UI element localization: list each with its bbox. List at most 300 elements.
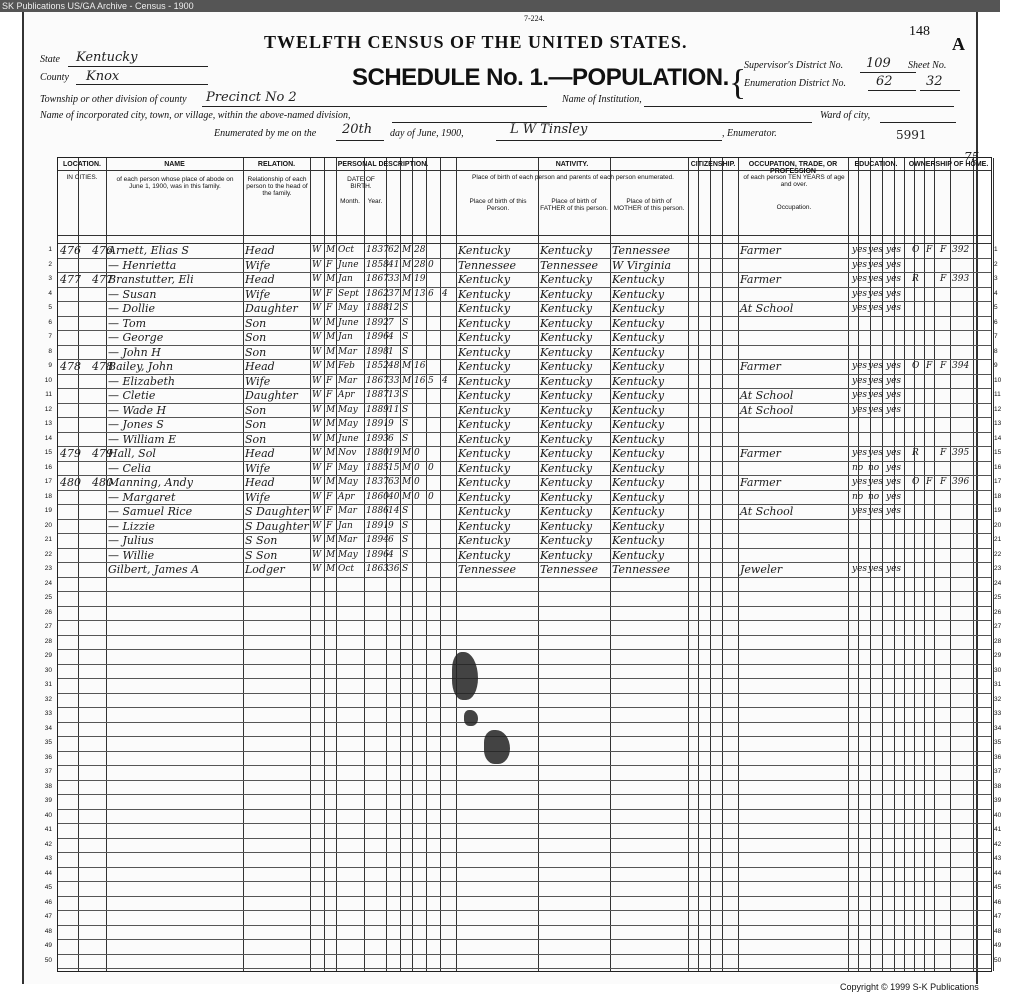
row-number: 34 (44, 724, 52, 732)
cell-relation: Wife (245, 490, 271, 504)
cell-color: W (312, 288, 322, 299)
cell-birth: Kentucky (458, 461, 511, 475)
cell-month: May (338, 303, 358, 313)
cell-write: yes (868, 361, 884, 371)
cell-years-married: 16 (414, 375, 426, 386)
cell-mother: Kentucky (612, 418, 665, 431)
enumeration-day: 20th (342, 122, 373, 137)
section-heading: EDUCATION. (854, 161, 898, 168)
ward-label: Ward of city, (820, 110, 871, 121)
row-number: 48 (994, 927, 1002, 935)
cell-read: yes (852, 564, 868, 574)
cell-english: yes (886, 259, 902, 270)
row-number: 37 (44, 768, 52, 775)
row-number: 23 (44, 565, 52, 572)
cell-year: 1889 (366, 404, 389, 415)
cell-month: May (338, 477, 358, 487)
row-number: 40 (994, 811, 1002, 819)
cell-sex: F (326, 390, 333, 400)
cell-month: June (338, 259, 359, 270)
row-number: 46 (44, 898, 52, 906)
cell-schedule: 396 (952, 477, 970, 487)
cell-age: 41 (388, 259, 400, 270)
cell-birth: Kentucky (458, 403, 511, 417)
cell-relation: Wife (245, 287, 271, 301)
row-number: 9 (48, 362, 52, 369)
supervisor-label: Supervisor's District No. (744, 60, 844, 71)
cell-age: 33 (388, 274, 400, 284)
cell-sex: F (326, 520, 333, 531)
cell-owned: O (912, 245, 920, 255)
cell-month: May (338, 404, 358, 415)
cell-marital: S (402, 332, 409, 342)
row-number: 41 (44, 826, 52, 833)
cell-mother: Kentucky (612, 461, 665, 475)
cell-name: — Jones S (108, 418, 164, 431)
cell-marital: M (402, 259, 412, 270)
cell-mother: Kentucky (612, 548, 665, 562)
cell-farm: F (940, 274, 947, 284)
cell-relation: Daughter (245, 302, 298, 315)
cell-relation: Son (245, 316, 267, 330)
cell-color: W (312, 317, 322, 328)
cell-read: yes (852, 390, 868, 400)
birth-mother-header: Place of birth of MOTHER of this person. (613, 198, 685, 212)
cell-month: Jan (338, 520, 353, 531)
cell-write: yes (868, 259, 884, 270)
institution-label: Name of Institution, (562, 94, 642, 105)
cell-month: Apr (338, 390, 355, 400)
cell-family: 476 (92, 244, 113, 257)
cell-years-married: 28 (414, 245, 426, 255)
cell-birth: Kentucky (458, 389, 511, 402)
cell-age: 62 (388, 245, 400, 255)
cell-sex: F (326, 462, 333, 473)
cell-father: Tennessee (540, 258, 598, 272)
cell-month: Jan (338, 332, 353, 342)
row-number: 32 (44, 695, 52, 703)
cell-living: 4 (442, 375, 448, 386)
row-number: 9 (994, 362, 998, 369)
cell-marital: S (402, 433, 409, 444)
cell-birth: Kentucky (458, 360, 511, 373)
cell-month: May (338, 462, 358, 473)
cell-name: — Tom (108, 316, 147, 330)
cell-birth: Kentucky (458, 548, 511, 562)
cell-sex: M (326, 346, 336, 357)
birth-father-header: Place of birth of FATHER of this person. (540, 198, 608, 212)
row-number: 47 (994, 913, 1002, 920)
cell-age: 14 (388, 506, 400, 516)
row-number: 8 (994, 347, 998, 355)
cell-age: 4 (388, 549, 394, 560)
cell-birth: Kentucky (458, 432, 511, 446)
row-number: 7 (48, 333, 52, 340)
cell-birth: Kentucky (458, 519, 511, 533)
cell-occupation: Farmer (740, 244, 781, 257)
cell-color: W (312, 375, 322, 386)
corner-mark: 75 (964, 150, 980, 164)
row-number: 41 (994, 826, 1002, 833)
row-number: 47 (44, 913, 52, 920)
cell-years-married: 19 (414, 274, 426, 284)
cell-sex: M (326, 419, 336, 429)
cell-name: — Julius (108, 534, 154, 547)
row-number: 1 (994, 246, 998, 253)
cell-sex: M (326, 274, 336, 284)
row-number: 39 (44, 797, 52, 804)
cell-mother: Kentucky (612, 403, 665, 417)
month-header: Month. (340, 198, 360, 205)
cell-relation: Head (245, 244, 275, 257)
cell-family: 477 (92, 273, 113, 286)
cell-mother: Kentucky (612, 432, 665, 446)
cell-year: 1887 (366, 390, 389, 400)
cell-write: yes (868, 288, 884, 299)
cell-living: 4 (442, 288, 448, 299)
cell-read: no (852, 491, 864, 502)
cell-mother: Tennessee (612, 563, 670, 576)
cell-color: W (312, 448, 322, 458)
cell-english: yes (886, 404, 902, 415)
cell-read: yes (852, 245, 868, 255)
township-label: Township or other division of county (40, 94, 187, 105)
cell-marital: S (402, 520, 409, 531)
enumerator-label: , Enumerator. (722, 128, 777, 139)
cell-occupation: Farmer (740, 447, 781, 460)
cell-sex: F (326, 491, 333, 502)
cell-free: F (926, 245, 933, 255)
row-number: 36 (44, 753, 52, 761)
row-number: 34 (994, 724, 1002, 732)
row-number: 44 (994, 869, 1002, 877)
cell-sex: F (326, 288, 333, 299)
cell-schedule: 393 (952, 274, 970, 284)
cell-read: yes (852, 303, 868, 313)
row-number: 17 (44, 478, 52, 485)
cell-free: F (926, 477, 933, 487)
cell-mother: Kentucky (612, 490, 665, 504)
cell-month: May (338, 419, 358, 429)
cell-color: W (312, 477, 322, 487)
row-number: 19 (994, 507, 1002, 514)
row-number: 46 (994, 898, 1002, 906)
cell-schedule: 394 (952, 361, 970, 371)
stamp-number: 5991 (896, 128, 927, 142)
cell-write: yes (868, 404, 884, 415)
occupation-header: Occupation. (776, 204, 812, 211)
cell-age: 4 (388, 332, 394, 342)
cell-year: 1858 (366, 259, 389, 270)
cell-color: W (312, 506, 322, 516)
cell-father: Kentucky (540, 534, 593, 547)
cell-read: yes (852, 375, 868, 386)
cell-name: — Wade H (108, 403, 167, 417)
row-number: 29 (994, 652, 1002, 659)
cell-name: Hall, Sol (108, 447, 156, 460)
cell-marital: S (402, 404, 409, 415)
row-number: 13 (994, 420, 1002, 427)
row-number: 13 (44, 420, 52, 427)
row-number: 27 (994, 623, 1002, 630)
page-letter: A (952, 34, 965, 54)
cell-color: W (312, 303, 322, 313)
cell-relation: Head (245, 273, 275, 286)
enumeration-label: Enumeration District No. (744, 78, 846, 89)
row-number: 15 (44, 449, 52, 456)
in-cities-header: IN CITIES. (66, 174, 98, 181)
cell-owned: R (912, 274, 919, 284)
row-number: 21 (994, 536, 1002, 543)
cell-english: yes (886, 448, 902, 458)
cell-english: yes (886, 288, 902, 299)
cell-owned: O (912, 361, 920, 371)
cell-father: Kentucky (540, 273, 593, 286)
cell-sex: M (326, 549, 336, 560)
row-number: 12 (44, 405, 52, 413)
cell-occupation: Farmer (740, 476, 781, 489)
cell-name: — Willie (108, 548, 155, 562)
cell-marital: S (402, 419, 409, 429)
cell-birth: Kentucky (458, 476, 511, 489)
cell-relation: Son (245, 432, 267, 446)
cell-marital: S (402, 390, 409, 400)
cell-year: 1888 (366, 303, 389, 313)
cell-year: 1867 (366, 375, 389, 386)
incorporated-label: Name of incorporated city, town, or village, within the above-named division, (40, 110, 351, 121)
cell-english: yes (886, 245, 902, 255)
cell-years-married: 13 (414, 288, 426, 299)
cell-color: W (312, 390, 322, 400)
row-number: 32 (994, 695, 1002, 703)
cell-name: Bailey, John (108, 360, 174, 373)
cell-mother: Kentucky (612, 360, 665, 373)
cell-marital: M (402, 361, 412, 371)
cell-owned: O (912, 477, 920, 487)
cell-month: Mar (338, 375, 357, 386)
cell-mother: Kentucky (612, 374, 665, 388)
cell-occupation: Farmer (740, 273, 781, 286)
cell-mother: Kentucky (612, 287, 665, 301)
cell-mother: Kentucky (612, 345, 665, 359)
cell-age: 7 (388, 317, 394, 328)
cell-father: Kentucky (540, 418, 593, 431)
cell-marital: M (402, 274, 412, 284)
enumeration-value: 62 (876, 74, 893, 89)
cell-sex: F (326, 303, 333, 313)
cell-children: 5 (428, 375, 434, 386)
cell-year: 1885 (366, 462, 389, 473)
row-number: 16 (44, 463, 52, 471)
cell-write: yes (868, 564, 884, 574)
cell-name: — George (108, 331, 164, 344)
cell-father: Tennessee (540, 563, 598, 576)
cell-color: W (312, 346, 322, 357)
cell-mother: Kentucky (612, 447, 665, 460)
cell-dwelling: 476 (60, 244, 81, 257)
cell-age: 19 (388, 448, 400, 458)
row-number: 3 (48, 275, 52, 282)
county-value: Knox (86, 69, 120, 84)
cell-read: yes (852, 288, 868, 299)
row-number: 28 (44, 637, 52, 645)
row-number: 10 (994, 376, 1002, 384)
cell-month: Oct (338, 564, 355, 574)
row-number: 30 (994, 666, 1002, 674)
row-number: 6 (994, 318, 998, 326)
cell-children: 6 (428, 288, 434, 299)
cell-sex: M (326, 317, 336, 328)
row-number: 29 (44, 652, 52, 659)
cell-mother: Kentucky (612, 273, 665, 286)
row-number: 36 (994, 753, 1002, 761)
cell-sex: F (326, 259, 333, 270)
cell-occupation: Jeweler (740, 563, 783, 576)
cell-color: W (312, 564, 322, 574)
cell-father: Kentucky (540, 389, 593, 402)
cell-sex: M (326, 404, 336, 415)
section-heading: NAME (164, 161, 185, 168)
cell-father: Kentucky (540, 476, 593, 489)
cell-write: no (868, 491, 880, 502)
cell-read: yes (852, 477, 868, 487)
cell-birth: Tennessee (458, 258, 516, 272)
cell-name: — Cletie (108, 389, 156, 402)
cell-birth: Kentucky (458, 287, 511, 301)
cell-name: — Lizzie (108, 519, 155, 533)
cell-mother: Kentucky (612, 505, 665, 518)
row-number: 50 (44, 956, 52, 964)
cell-name: Manning, Andy (108, 476, 193, 489)
birth-date-header: DATE OF BIRTH. (347, 176, 375, 190)
row-number: 24 (994, 579, 1002, 587)
cell-write: no (868, 462, 880, 473)
section-heading: PERSONAL DESCRIPTION. (337, 161, 429, 168)
row-number: 4 (994, 289, 998, 297)
cell-month: Oct (338, 245, 355, 255)
cell-month: Jan (338, 274, 353, 284)
row-number: 4 (48, 289, 52, 297)
row-number: 25 (994, 594, 1002, 601)
cell-father: Kentucky (540, 505, 593, 518)
cell-father: Kentucky (540, 360, 593, 373)
cell-write: yes (868, 375, 884, 386)
cell-age: 6 (388, 535, 394, 545)
row-number: 48 (44, 927, 52, 935)
section-heading: NATIVITY. (555, 161, 589, 168)
cell-children: 0 (428, 491, 434, 502)
cell-sex: M (326, 433, 336, 444)
cell-years-married: 0 (414, 448, 420, 458)
cell-relation: Head (245, 447, 275, 460)
row-number: 31 (44, 681, 52, 688)
cell-write: yes (868, 448, 884, 458)
cell-occupation: At School (740, 403, 794, 417)
cell-father: Kentucky (540, 287, 593, 301)
state-label: State (40, 54, 60, 65)
cell-marital: M (402, 448, 412, 458)
row-number: 17 (994, 478, 1002, 485)
cell-write: yes (868, 274, 884, 284)
cell-name: Arnett, Elias S (108, 244, 189, 257)
cell-color: W (312, 535, 322, 545)
row-number: 15 (994, 449, 1002, 456)
cell-years-married: 28 (414, 259, 426, 270)
cell-dwelling: 478 (60, 360, 81, 373)
row-number: 2 (48, 260, 52, 268)
cell-read: yes (852, 448, 868, 458)
cell-years-married: 0 (414, 477, 420, 487)
cell-read: yes (852, 506, 868, 516)
row-number: 14 (44, 434, 52, 442)
cell-read: yes (852, 259, 868, 270)
cell-write: yes (868, 506, 884, 516)
row-number: 30 (44, 666, 52, 674)
cell-marital: S (402, 535, 409, 545)
cell-year: 1892 (366, 317, 389, 328)
census-sheet: 7-224. TWELFTH CENSUS OF THE UNITED STATES. 148 A SCHEDULE No. 1.—POPULATION. State Kentucky County Knox Township or other division of county Precinct No 2 Name of Institution, Name of incorporated city, town, or village, within the above-named division, Ward of city, Enumerated by me on the 20th day of June, 1900, L W Tinsley , Enumerator. 5991 75 { Supervisor's District No. 109 Enumeration District No. 62 Sheet No. 32 LOCATION. NAME RELATION. PERSONAL DESCRIPTION. NATIVITY. CITIZENSHIP. OCCUPATION, TRADE, OR PROFESSION EDUCATION. OWNERSHIP OF HOME. IN CITIES. of each person whose place of abode on June 1, 1900, was in this family. Relationship of each person to the head of the family. DATE OF BIRTH. Month. Year. Place of birth of each person and parents of each person enumerated. Place of birth of this Person. Place of birth of FATHER of this person. Place of birth of MOTHER of this person. of each person TEN YEARS of age and over. Occupation. 1 1 2 2 3 3 4 4 5 5 6 6 7 7 8 8 9 9 10 10 11 11 12 12 13 13 14 14 15 15 16 16 17 17 18 18 19 19 20 20 21 21 22 22 23 23 24 24 25 25 26 26 27 27 28 28 29 29 30 30 31 31 32 32 33 33 34 34 35 35 36 36 37 37 38 38 39 39 40 40 41 41 42 42 43 43 44 44 45 45 46 46 47 47 48 48 49 49 50 50 476 476 Arnett, Elias S Head W M Oct 1837 62 M 28 Kentucky Kentucky Tennessee Farmer yes yes yes O F F 392 — Henrietta Wife W F June 1858 41 M 28 0 Tennessee Tennessee W Virginia yes yes yes 477 477 Branstutter, Eli Head W M Jan 1867 33 M 19 Kentucky Kentucky Kentucky Farmer yes yes yes R F 393 — Susan Wife W F Sept 1862 37 M 13 6 4 Kentucky Kentucky Kentucky yes yes yes — Dollie Daughter W F May 1888 12 S Kentucky Kentucky Kentucky At School yes yes yes — Tom Son W M June 1892 7 S Kentucky Kentucky Kentucky — George Son W M Jan 1896 4 S Kentucky Kentucky Kentucky — John H Son W M Mar 1898 1 S Kentucky Kentucky Kentucky 478 478 Bailey, John Head W M Feb 1852 48 M 16 Kentucky Kentucky Kentucky Farmer yes yes yes O F F 394 — Elizabeth Wife W F Mar 1867 33 M 16 5 4 Kentucky Kentucky Kentucky yes yes yes — Cletie Daughter W F Apr 1887 13 S Kentucky Kentucky Kentucky At School yes yes yes — Wade H Son W M May 1889 11 S Kentucky Kentucky Kentucky At School yes yes yes — Jones S Son W M May 1891 9 S Kentucky Kentucky Kentucky — William E Son W M June 1893 6 S Kentucky Kentucky Kentucky 479 479 Hall, Sol Head W M Nov 1880 19 M 0 Kentucky Kentucky Kentucky Farmer yes yes yes R F 395 — Celia Wife W F May 1885 15 M 0 0 Kentucky Kentucky Kentucky no no yes 480 480 Manning, Andy Head W M May 1837 63 M 0 Kentucky Kentucky Kentucky Farmer yes yes yes O F F 396 — Margaret Wife W F Apr 1860 40 M 0 0 Kentucky Kentucky Kentucky no no yes — Samuel Rice S Daughter W F Mar 1886 14 S Kentucky Kentucky Kentucky At School yes yes yes — Lizzie S Daughter W F Jan 1891 9 S Kentucky Kentucky Kentucky — Julius S Son W M Mar 1894 6 S Kentucky Kentucky Kentucky — Willie S Son W M May 1896 4 S Kentucky Kentucky Kentucky Gilbert, James A Lodger W M Oct 1863 36 S Tennessee Tennessee Tennessee Jeweler yes yes yes (22, 12, 978, 984)
cell-marital: M (402, 375, 412, 386)
cell-father: Kentucky (540, 447, 593, 460)
row-number: 3 (994, 275, 998, 282)
cell-name: — Susan (108, 287, 157, 301)
cell-occupation: At School (740, 302, 794, 315)
cell-farm: F (940, 477, 947, 487)
cell-birth: Kentucky (458, 447, 511, 460)
row-number: 25 (44, 594, 52, 601)
cell-name: — John H (108, 345, 161, 359)
cell-sex: M (326, 448, 336, 458)
row-number: 1 (48, 246, 52, 253)
form-number: 7-224. (524, 14, 545, 23)
cell-relation: S Son (245, 534, 278, 547)
cell-sex: M (326, 477, 336, 487)
row-number: 31 (994, 681, 1002, 688)
cell-color: W (312, 245, 322, 255)
row-number: 11 (45, 391, 52, 398)
cell-marital: S (402, 303, 409, 313)
cell-english: yes (886, 477, 902, 487)
row-number: 10 (44, 376, 52, 384)
section-heading: CITIZENSHIP. (690, 161, 736, 168)
cell-birth: Kentucky (458, 316, 511, 330)
row-number: 44 (44, 869, 52, 877)
cell-year: 1894 (366, 535, 389, 545)
section-heading: LOCATION. (63, 161, 101, 168)
row-number: 27 (44, 623, 52, 630)
cell-father: Kentucky (540, 461, 593, 475)
cell-year: 1898 (366, 346, 389, 357)
cell-write: yes (868, 245, 884, 255)
copyright: Copyright © 1999 S-K Publications (840, 982, 979, 992)
cell-relation: S Daughter (245, 505, 309, 518)
cell-farm: F (940, 361, 947, 371)
row-number: 35 (994, 739, 1002, 746)
row-number: 28 (994, 637, 1002, 645)
cell-father: Kentucky (540, 345, 593, 359)
row-number: 14 (994, 434, 1002, 442)
cell-birth: Kentucky (458, 374, 511, 388)
year-header: Year. (367, 198, 383, 205)
row-number: 21 (44, 536, 52, 543)
cell-owned: R (912, 448, 919, 458)
cell-relation: Wife (245, 258, 271, 272)
cell-mother: Kentucky (612, 519, 665, 533)
cell-age: 37 (388, 288, 400, 299)
cell-age: 12 (388, 303, 400, 313)
cell-name: — Margaret (108, 490, 176, 504)
enumerated-label: Enumerated by me on the (214, 128, 317, 139)
